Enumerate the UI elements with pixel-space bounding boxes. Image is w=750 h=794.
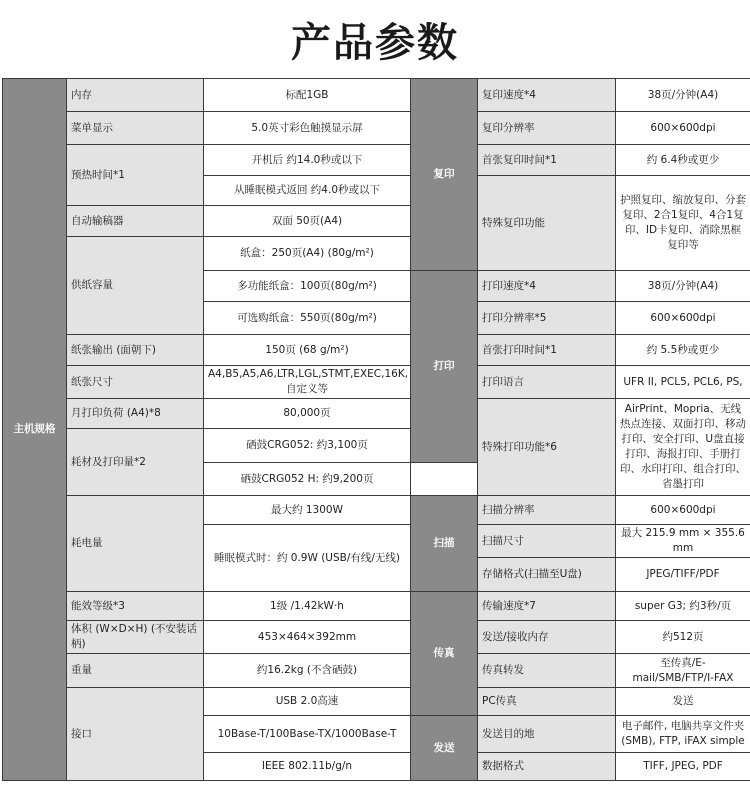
print-language-value: UFR II, PCL5, PCL6, PS, (616, 366, 750, 399)
warmup-value-1: 开机后 约14.0秒或以下 (204, 145, 411, 176)
table-row (3, 335, 750, 366)
copy-resolution-label: 复印分辨率 (478, 112, 616, 145)
table-row (3, 621, 750, 654)
print-special-value: AirPrint、Mopria、无线热点连接、双面打印、移动打印、安全打印、U盘直接打印、海报打印、手册打印、水印打印、组合打印、省墨打印 (616, 399, 750, 496)
menu-display-label: 菜单显示 (67, 112, 204, 145)
pc-fax-label: PC传真 (478, 688, 616, 716)
consumables-label: 耗材及打印量*2 (67, 429, 204, 496)
data-format-value: TIFF, JPEG, PDF (616, 753, 750, 781)
dimensions-label: 体积 (W×D×H) (不安装话柄) (67, 621, 204, 654)
print-first-label: 首张打印时间*1 (478, 335, 616, 366)
fax-forward-label: 传真转发 (478, 654, 616, 688)
scan-resolution-label: 扫描分辨率 (478, 496, 616, 525)
spec-table (2, 78, 750, 781)
power-value-1: 最大约 1300W (204, 496, 411, 525)
paper-size-value: A4,B5,A5,A6,LTR,LGL,STMT,EXEC,16K,自定义等 (204, 366, 411, 399)
scan-resolution-value: 600×600dpi (616, 496, 750, 525)
interface-value-2: 10Base-T/100Base-TX/1000Base-T (204, 716, 411, 753)
table-row (3, 496, 750, 525)
pc-fax-value: 发送 (616, 688, 750, 716)
copy-resolution-value: 600×600dpi (616, 112, 750, 145)
print-resolution-label: 打印分辨率*5 (478, 302, 616, 335)
table-row (3, 654, 750, 688)
duty-cycle-label: 月打印负荷 (A4)*8 (67, 399, 204, 429)
copy-special-label: 特殊复印功能 (478, 176, 616, 271)
group-print: 打印 (411, 271, 478, 463)
table-row (3, 112, 750, 145)
print-language-label: 打印语言 (478, 366, 616, 399)
menu-display-value: 5.0英寸彩色触摸显示屏 (204, 112, 411, 145)
fax-forward-value: 至传真/E-mail/SMB/FTP/I-FAX (616, 654, 750, 688)
scan-format-label: 存储格式(扫描至U盘) (478, 558, 616, 592)
print-speed-label: 打印速度*4 (478, 271, 616, 302)
scan-size-label: 扫描尺寸 (478, 525, 616, 558)
group-copy: 复印 (411, 79, 478, 271)
output-label: 纸张输出 (面朝下) (67, 335, 204, 366)
consumables-value-1: 硒鼓CRG052: 约3,100页 (204, 429, 411, 463)
adf-value: 双面 50页(A4) (204, 206, 411, 237)
send-destination-label: 发送目的地 (478, 716, 616, 753)
power-label: 耗电量 (67, 496, 204, 592)
warmup-label: 预热时间*1 (67, 145, 204, 206)
send-destination-value: 电子邮件, 电脑共享文件夹(SMB), FTP, iFAX simple (616, 716, 750, 753)
energy-value: 1级 /1.42kW·h (204, 592, 411, 621)
weight-value: 约16.2kg (不含硒鼓) (204, 654, 411, 688)
group-fax: 传真 (411, 592, 478, 716)
output-value: 150页 (68 g/m²) (204, 335, 411, 366)
weight-label: 重量 (67, 654, 204, 688)
paper-capacity-value-2: 多功能纸盒：100页(80g/m²) (204, 271, 411, 302)
power-value-2: 睡眠模式时：约 0.9W (USB/有线/无线) (204, 525, 411, 592)
energy-label: 能效等级*3 (67, 592, 204, 621)
paper-capacity-value-1: 纸盒：250页(A4) (80g/m²) (204, 237, 411, 271)
adf-label: 自动输稿器 (67, 206, 204, 237)
memory-value: 标配1GB (204, 79, 411, 112)
scan-size-value: 最大 215.9 mm × 355.6 mm (616, 525, 750, 558)
copy-first-label: 首张复印时间*1 (478, 145, 616, 176)
interface-value-1: USB 2.0高速 (204, 688, 411, 716)
table-row (3, 399, 750, 429)
paper-size-label: 纸张尺寸 (67, 366, 204, 399)
fax-speed-label: 传输速度*7 (478, 592, 616, 621)
copy-speed-value: 38页/分钟(A4) (616, 79, 750, 112)
paper-capacity-label: 供纸容量 (67, 237, 204, 335)
page-title: 产品参数 (291, 19, 459, 66)
interface-value-3: IEEE 802.11b/g/n (204, 753, 411, 781)
print-special-label: 特殊打印功能*6 (478, 399, 616, 496)
memory-label: 内存 (67, 79, 204, 112)
scan-format-value: JPEG/TIFF/PDF (616, 558, 750, 592)
fax-memory-value: 约512页 (616, 621, 750, 654)
consumables-value-2: 硒鼓CRG052 H: 约9,200页 (204, 463, 411, 496)
print-first-value: 约 5.5秒或更少 (616, 335, 750, 366)
warmup-value-2: 从睡眠模式返回 约4.0秒或以下 (204, 176, 411, 206)
print-speed-value: 38页/分钟(A4) (616, 271, 750, 302)
paper-capacity-value-3: 可选购纸盒：550页(80g/m²) (204, 302, 411, 335)
duty-cycle-value: 80,000页 (204, 399, 411, 429)
table-row (3, 592, 750, 621)
table-row (3, 366, 750, 399)
table-row (3, 79, 750, 112)
copy-speed-label: 复印速度*4 (478, 79, 616, 112)
fax-memory-label: 发送/接收内存 (478, 621, 616, 654)
table-row (3, 145, 750, 176)
copy-special-value: 护照复印、缩放复印、分套复印、2合1复印、4合1复印、ID卡复印、消除黑框复印等 (616, 176, 750, 271)
table-row (3, 688, 750, 716)
interface-label: 接口 (67, 688, 204, 781)
group-main-spec: 主机规格 (3, 79, 67, 781)
dimensions-value: 453×464×392mm (204, 621, 411, 654)
group-scan: 扫描 (411, 496, 478, 592)
group-send: 发送 (411, 716, 478, 781)
fax-speed-value: super G3; 约3秒/页 (616, 592, 750, 621)
print-resolution-value: 600×600dpi (616, 302, 750, 335)
copy-first-value: 约 6.4秒或更少 (616, 145, 750, 176)
data-format-label: 数据格式 (478, 753, 616, 781)
